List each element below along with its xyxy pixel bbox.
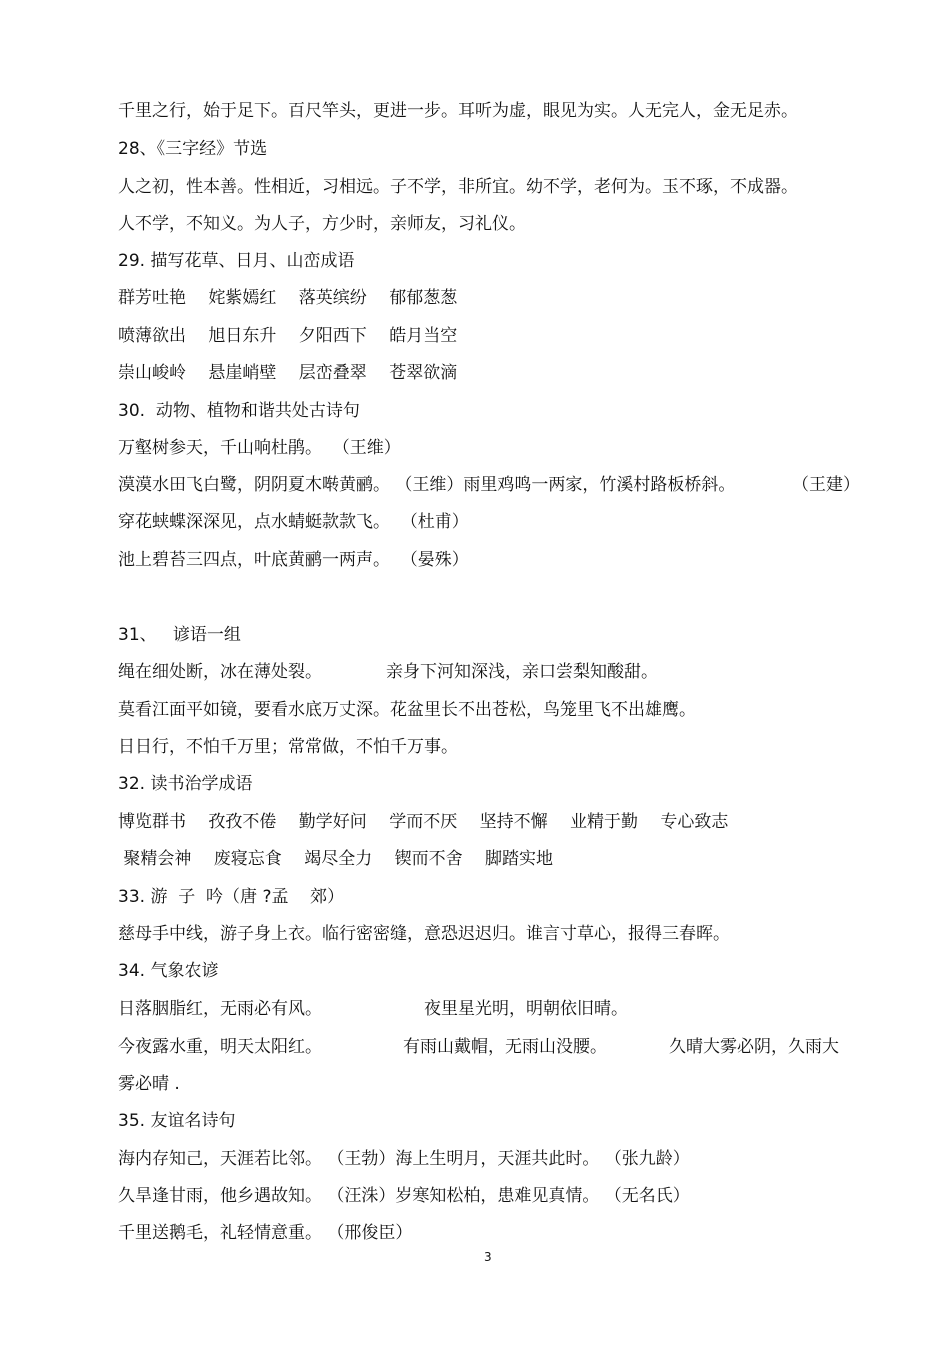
section-heading-35: 35. 友谊名诗句 [118, 1111, 236, 1131]
section-heading-34: 34. 气象农谚 [118, 961, 219, 981]
idiom-row: 群芳吐艳 姹紫嫣红 落英缤纷 郁郁葱葱 [118, 288, 458, 308]
poem-line: 千里送鹅毛，礼轻情意重。 （邢俊臣） [118, 1223, 413, 1243]
poem-line: 穿花蛱蝶深深见，点水蜻蜓款款飞。 （杜甫） [118, 512, 469, 532]
section-heading-32: 32. 读书治学成语 [118, 774, 253, 794]
proverb-line: 绳在细处断，冰在薄处裂。 [118, 662, 322, 682]
idiom-row: 崇山峻岭 悬崖峭壁 层峦叠翠 苍翠欲滴 [118, 363, 458, 383]
section-heading-33: 33. 游 子 吟（唐 ?孟 郊） [118, 887, 345, 907]
proverb-line: 今夜露水重，明天太阳红。 [118, 1037, 322, 1057]
proverb-line: 夜里星光明，明朝依旧晴。 [424, 999, 628, 1019]
poem-line: 漠漠水田飞白鹭，阴阴夏木啭黄鹂。 （王维）雨里鸡鸣一两家，竹溪村路板桥斜。 [118, 475, 736, 495]
idiom-row: 聚精会神 废寝忘食 竭尽全力 锲而不舍 脚踏实地 [118, 849, 554, 869]
poem-line: 池上碧苔三四点，叶底黄鹂一两声。 （晏殊） [118, 550, 469, 570]
proverb-line: 日日行，不怕千万里；常常做，不怕千万事。 [118, 737, 458, 757]
text-line: 千里之行，始于足下。百尺竿头，更进一步。耳听为虚，眼见为实。人无完人，金无足赤。 [118, 101, 798, 121]
proverb-line: 莫看江面平如镜，要看水底万丈深。花盆里长不出苍松，鸟笼里飞不出雄鹰。 [118, 700, 696, 720]
text-line: 人不学，不知义。为人子，方少时，亲师友，习礼仪。 [118, 214, 526, 234]
page-number: 3 [484, 1250, 492, 1264]
proverb-line: 亲身下河知深浅，亲口尝梨知酸甜。 [386, 662, 658, 682]
section-heading-31: 31、 谚语一组 [118, 625, 241, 645]
proverb-line: 雾必晴 . [118, 1074, 180, 1094]
section-heading-28: 28、《三字经》节选 [118, 139, 268, 159]
poem-line: 万壑树参天，千山响杜鹃。 （王维） [118, 438, 401, 458]
poem-line: 海内存知己，天涯若比邻。 （王勃）海上生明月，天涯共此时。 （张九龄） [118, 1149, 690, 1169]
text-line: 人之初，性本善。性相近，习相远。子不学，非所宜。幼不学，老何为。玉不琢，不成器。 [118, 177, 798, 197]
proverb-line: 有雨山戴帽，无雨山没腰。 [403, 1037, 607, 1057]
section-heading-29: 29. 描写花草、日月、山峦成语 [118, 251, 355, 271]
idiom-row: 喷薄欲出 旭日东升 夕阳西下 皓月当空 [118, 326, 458, 346]
idiom-row: 博览群书 孜孜不倦 勤学好问 学而不厌 坚持不懈 业精于勤 专心致志 [118, 812, 729, 832]
section-heading-30: 30. 动物、植物和谐共处古诗句 [118, 401, 360, 421]
proverb-line: 久晴大雾必阴，久雨大 [669, 1037, 839, 1057]
poem-line: 久旱逢甘雨，他乡遇故知。 （汪洙）岁寒知松柏，患难见真情。 （无名氏） [118, 1186, 690, 1206]
poem-line: 慈母手中线，游子身上衣。临行密密缝，意恐迟迟归。谁言寸草心，报得三春晖。 [118, 924, 730, 944]
poem-author: （王建） [792, 475, 860, 495]
proverb-line: 日落胭脂红，无雨必有风。 [118, 999, 322, 1019]
